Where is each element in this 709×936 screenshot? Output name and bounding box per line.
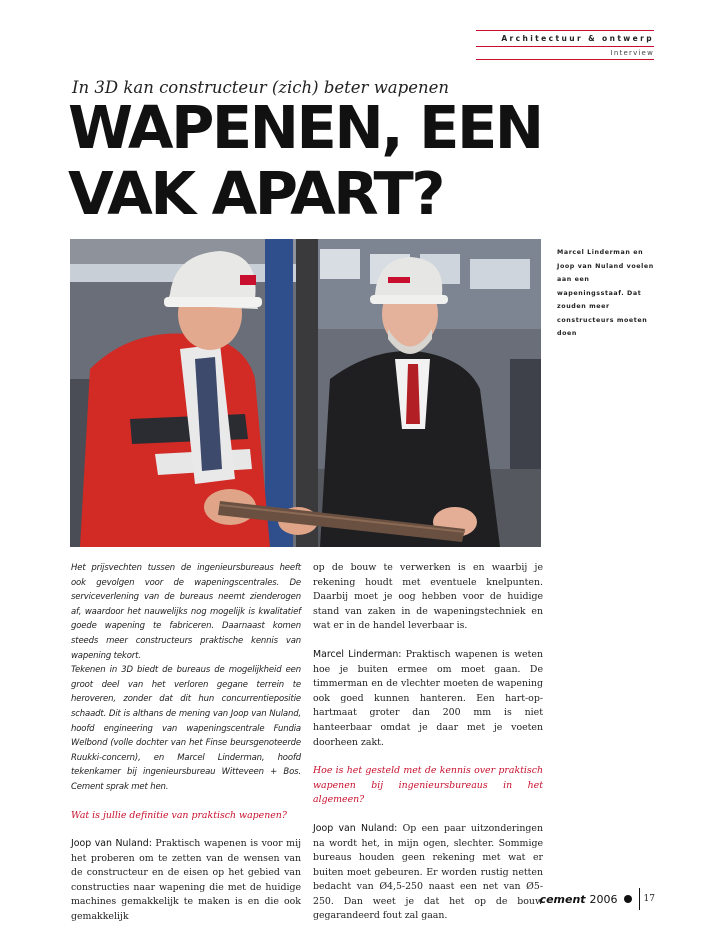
section-header	[476, 30, 654, 60]
headline-line-2: VAK APART?	[68, 159, 443, 228]
answer-text: Praktisch wapenen is voor mij het proberen om te zetten van de wensen van de constructeur en de eisen op het gebied van constructies naar wapening die met de huidige machines gemakkelijk te maken is en die ook gemakkelijk	[71, 838, 301, 923]
section-rule-bottom	[476, 59, 654, 60]
page-number: 17	[643, 894, 655, 904]
article-headline	[68, 95, 568, 227]
answer-3	[313, 822, 543, 924]
question-2: Hoe is het gesteld met de kennis over praktisch wapenen bij ingenieursbureaus in het algemeen?	[313, 765, 543, 806]
page-footer	[540, 888, 655, 910]
magazine-year: 2006	[589, 892, 618, 906]
section-subtitle: Interview	[610, 49, 654, 57]
question-1: Wat is jullie definitie van praktisch wapenen?	[71, 809, 287, 821]
article-photo	[70, 239, 541, 547]
footer-dot-icon	[624, 895, 632, 903]
article-column-right	[313, 561, 543, 924]
speaker-label: Joop van Nuland:	[71, 838, 152, 850]
headline-line-1: WAPENEN, EEN	[68, 93, 542, 162]
answer-2	[313, 648, 543, 750]
photo-caption: Marcel Linderman en Joop van Nuland voelen aan een wapeningsstaaf. Dat zouden meer constructeurs moeten doen	[557, 249, 654, 337]
article-kicker: In 3D kan constructeur (zich) beter wapenen	[72, 78, 449, 97]
lead-paragraph-2: Tekenen in 3D biedt de bureaus de mogelijkheid een groot deel van het verloren gegane terrein te heroveren, zonder dat dit hun concurrentiepositie schaadt. Dit is althans de mening van Joop van Nuland, hoofd engineering van wapeningscentrale Fundia Welbond (volle dochter van het Finse beursgenoteerde Ruukki-concern), en Marcel Linderman, hoofd tekenkamer bij ingenieursbureau Witteveen + Bos. Cement sprak met hen.	[71, 665, 301, 792]
answer-text: Praktisch wapenen is weten hoe je buiten ermee om moet gaan. De timmerman en de vlechter moeten de wapening ook goed kunnen hanteren. Een hart-op-hartmaat groter dan 200 mm is niet hanteerbaar omdat je daar met je voeten doorheen zakt.	[313, 648, 543, 748]
magazine-name: cement	[539, 892, 586, 906]
article-column-left	[71, 561, 301, 925]
section-title: Architectuur & ontwerp	[501, 34, 654, 43]
answer-1-continued: op de bouw te verwerken is en waarbij je rekening houdt met eventuele knelpunten. Daarbij moet je oog hebben voor de huidige stand van zaken in de wapeningstechniek en wat er in de handel leverbaar is.	[313, 562, 543, 632]
paragraph-gap	[313, 634, 543, 648]
speaker-label: Marcel Linderman:	[313, 648, 402, 660]
speaker-label: Joop van Nuland:	[313, 822, 398, 834]
answer-1	[71, 837, 301, 925]
footer-divider	[639, 888, 640, 910]
lead-paragraph-1: Het prijsvechten tussen de ingenieursbureaus heeft ook gevolgen voor de wapeningscentrales. De serviceverlening van de bureaus neemt zienderogen af, waardoor het nauwelijks nog mogelijk is kwalitatief goede wapening te fabriceren. Daarnaast komen steeds meer constructeurs praktische kennis van wapening tekort.	[71, 563, 301, 661]
answer-text: Op een paar uitzonderingen na wordt het, in mijn ogen, slechter. Sommige bureaus houden geen rekening met wat er buiten moet gebeuren. Er worden rustig netten bedacht van Ø4,5-250 naast een net van Ø5-250. Dan weet je dat het op de bouw gegarandeerd fout zal gaan.	[313, 822, 543, 922]
